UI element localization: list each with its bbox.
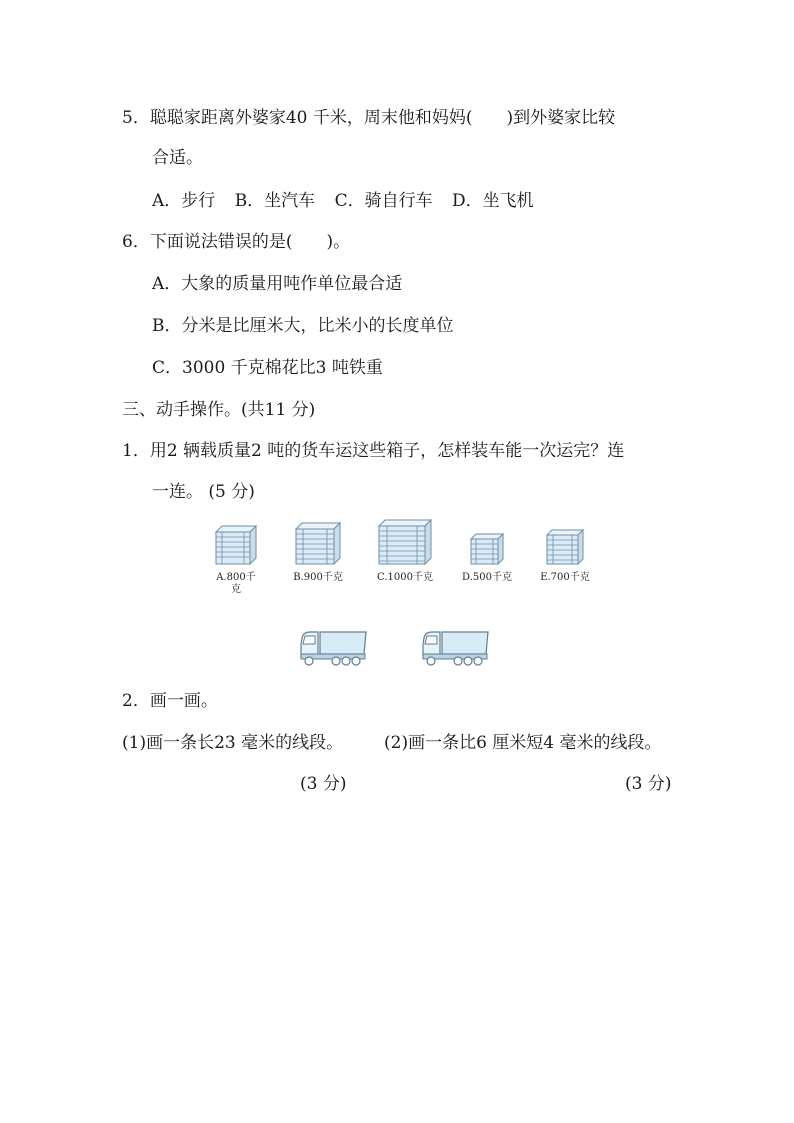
truck-icon <box>420 626 490 668</box>
q5-line2: 合适。 <box>152 148 203 168</box>
q6-option-b: B．分米是比厘米大，比米小的长度单位 <box>152 316 454 336</box>
q6-option-c: C．3000 千克棉花比3 吨铁重 <box>152 358 383 378</box>
crate-c <box>374 518 436 584</box>
q2-stem: 2．画一画。 <box>122 691 218 711</box>
crate-icon <box>214 524 258 566</box>
q5-option-d: D．坐飞机 <box>452 191 534 211</box>
section3-title: 三、动手操作。(共11 分) <box>122 400 316 420</box>
crate-c-label: C.1000千克 <box>377 572 433 583</box>
q6-option-a: A．大象的质量用吨作单位最合适 <box>152 274 403 294</box>
crate-icon <box>545 528 585 566</box>
crate-e-label: E.700千克 <box>540 572 590 583</box>
q5-options <box>152 189 548 213</box>
q2-part2: (2)画一条比6 厘米短4 毫米的线段。 <box>384 733 662 753</box>
q1-line1: 1．用2 辆载质量2 吨的货车运这些箱子，怎样装车能一次运完？连 <box>122 441 625 461</box>
truck-icon <box>298 626 368 668</box>
q2-score1: (3 分) <box>300 774 347 794</box>
crate-b <box>292 521 344 584</box>
crate-b-label: B.900千克 <box>293 572 343 583</box>
q2-part1: (1)画一条长23 毫米的线段。 <box>122 733 344 753</box>
q5-option-a: A．步行 <box>152 191 216 211</box>
crate-a-label: A.800千克 <box>216 572 256 595</box>
q6-stem: 6．下面说法错误的是( )。 <box>122 232 351 252</box>
crate-d-label: D.500千克 <box>462 572 512 583</box>
crate-icon <box>377 518 433 566</box>
q5-option-b: B．坐汽车 <box>234 191 316 211</box>
crate-icon <box>294 521 342 566</box>
q5-option-c: C．骑自行车 <box>334 191 433 211</box>
q1-line2: 一连。 (5 分) <box>152 482 255 502</box>
q2-score2: (3 分) <box>625 774 672 794</box>
crate-icon <box>469 532 505 566</box>
crate-d <box>460 532 514 584</box>
q5-line1: 5．聪聪家距离外婆家40 千米，周末他和妈妈( )到外婆家比较 <box>122 108 616 128</box>
crate-e <box>538 528 592 584</box>
crate-a <box>212 524 260 596</box>
